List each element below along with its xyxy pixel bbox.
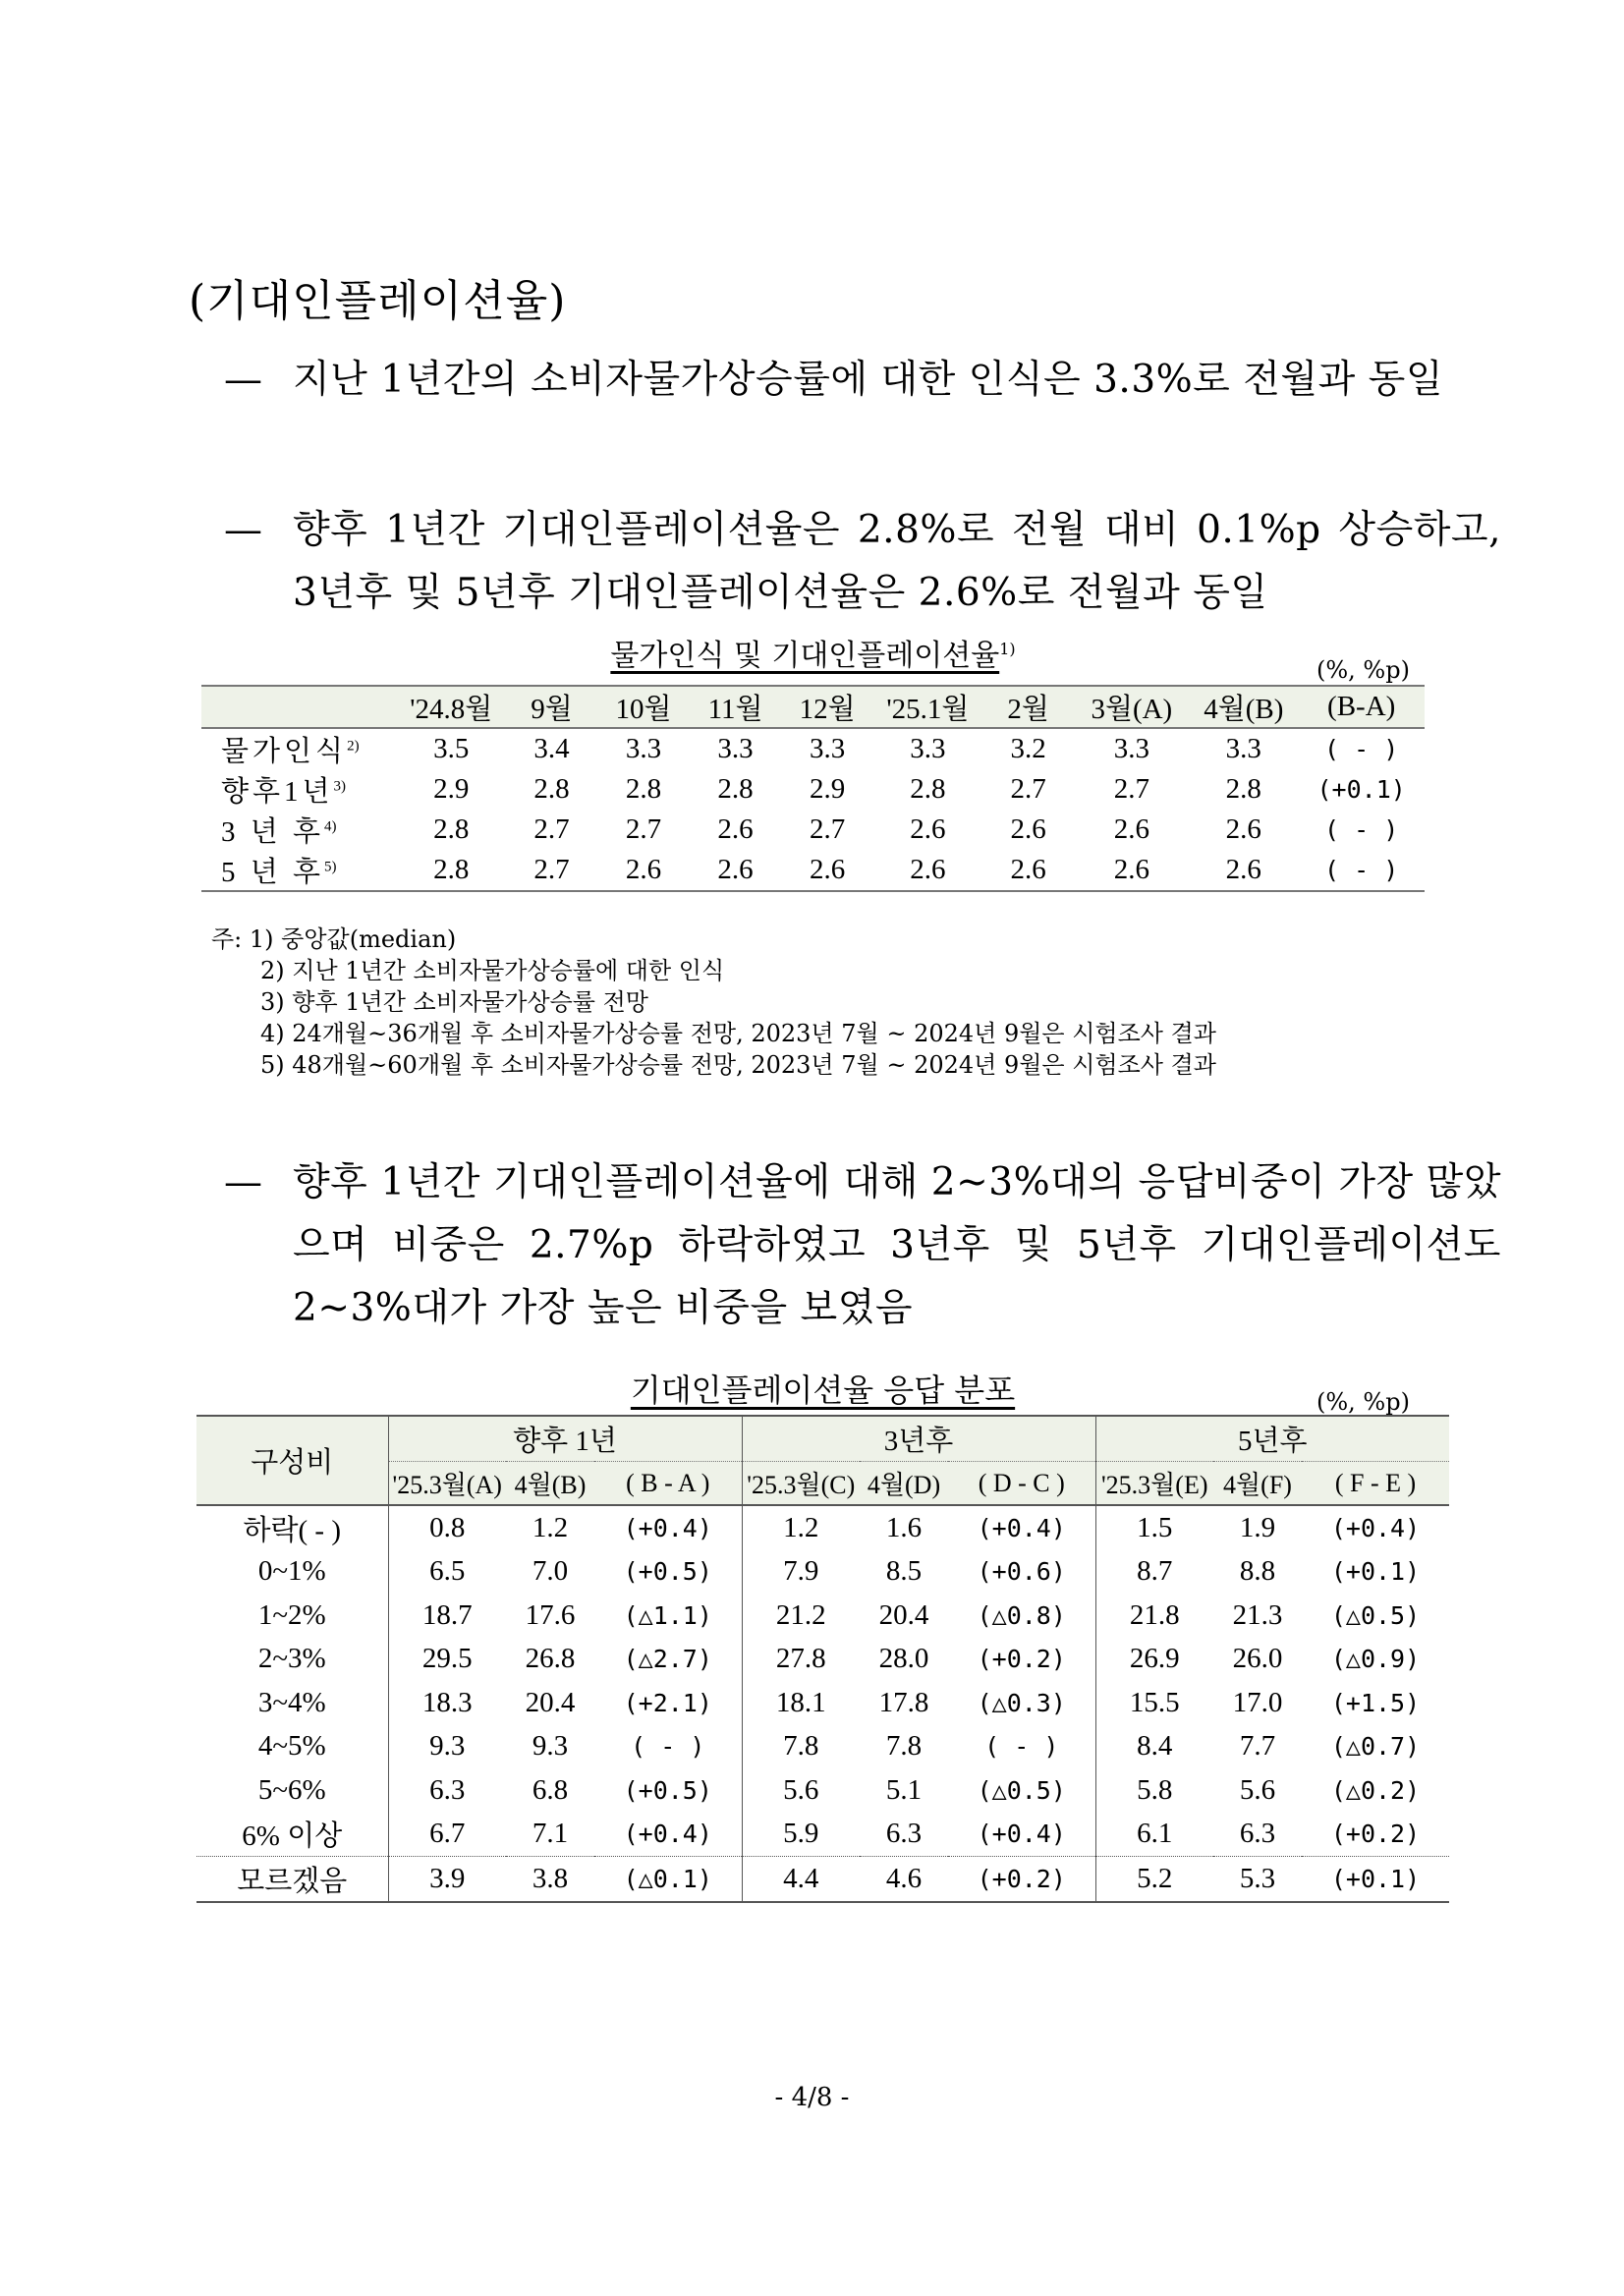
change-cell: ( - ) <box>948 1725 1095 1769</box>
table-cell: 2.6 <box>1113 854 1149 885</box>
table-cell: 2.7 <box>809 813 846 845</box>
change-cell: (+0.5) <box>594 1550 742 1595</box>
table-cell: 6.5 <box>429 1555 466 1588</box>
table-cell: 2.8 <box>1225 773 1261 805</box>
table-cell: 3.5 <box>433 733 470 764</box>
table-cell: 2.6 <box>625 854 662 885</box>
table-row <box>201 810 1425 850</box>
table-cell: 21.3 <box>1232 1598 1283 1631</box>
table-row <box>201 769 1425 810</box>
sub-header: ( B - A ) <box>594 1462 742 1506</box>
table-cell: 1.2 <box>783 1511 819 1543</box>
change-cell: ( - ) <box>1324 735 1399 763</box>
table1-header: 11월 <box>707 694 763 725</box>
table-cell: 7.9 <box>783 1555 819 1588</box>
table-cell: 6.8 <box>532 1773 569 1806</box>
table-cell: 28.0 <box>878 1643 929 1675</box>
table1-title: 물가인식 및 기대인플레이션율$^{1)}$ <box>610 639 1016 673</box>
table-cell: 18.7 <box>421 1598 473 1631</box>
table-cell: 2.7 <box>533 813 570 845</box>
table-cell: 3.3 <box>625 733 662 764</box>
table-cell: 7.8 <box>783 1730 819 1763</box>
table-cell: 0.8 <box>429 1511 466 1543</box>
footnote: 4) 24개월~36개월 후 소비자물가상승률 전망, 2023년 7월 ~ 2024년 9월은 시험조사 결과 <box>260 1020 1216 1047</box>
page-number: - 4/8 - <box>774 2083 850 2112</box>
table-row <box>196 1681 1449 1725</box>
table-cell: 2.6 <box>1010 854 1046 885</box>
table1-footnotes <box>211 924 1216 1081</box>
row-label: 물가인식$^{2)}$ <box>221 736 360 767</box>
change-cell: (△0.3) <box>948 1681 1095 1725</box>
change-cell: (△0.5) <box>1330 1600 1421 1630</box>
table-cell: 2.7 <box>1010 773 1046 805</box>
table-cell: 3.3 <box>717 733 754 764</box>
sub-header: 4월(B) <box>506 1462 594 1506</box>
footnote: 주: 1) 중앙값(median) <box>211 925 457 953</box>
table1-header: 4월(B) <box>1204 694 1284 725</box>
table-row <box>196 1550 1449 1595</box>
footnote: 5) 48개월~60개월 후 소비자물가상승률 전망, 2023년 7월 ~ 2024년 9월은 시험조사 결과 <box>260 1051 1216 1079</box>
bullet-text: 지난 1년간의 소비자물가상승률에 대한 인식은 3.3%로 전월과 동일 <box>293 358 1444 402</box>
sub-header: ( D - C ) <box>948 1462 1095 1506</box>
change-cell: (△1.1) <box>594 1594 742 1638</box>
table2-unit: (%, %p) <box>1316 1388 1410 1416</box>
table-cell: 27.8 <box>775 1643 826 1675</box>
table-cell: 1.2 <box>532 1511 569 1543</box>
table-cell: 20.4 <box>525 1686 576 1718</box>
table2-body <box>196 1505 1449 1902</box>
table1-header: 3월(A) <box>1091 694 1173 725</box>
category-cell: 모르겠음 <box>196 1857 388 1902</box>
table-cell: 4.4 <box>742 1857 860 1902</box>
change-cell: (△0.7) <box>1330 1732 1421 1762</box>
table-cell: 3.3 <box>910 733 946 764</box>
table-cell: 5.1 <box>885 1773 923 1806</box>
table2-title: 기대인플레이션율 응답 분포 <box>630 1372 1016 1409</box>
table-cell: 5.3 <box>1213 1857 1302 1902</box>
table-cell: 5.6 <box>783 1773 819 1806</box>
table-cell: 5.8 <box>1137 1773 1173 1806</box>
table-cell: 2.8 <box>433 813 470 845</box>
change-cell: (+0.1) <box>1316 775 1406 804</box>
table-cell: 2.7 <box>533 854 570 885</box>
table-row <box>196 1857 1449 1902</box>
table1-header: '25.1월 <box>886 694 970 725</box>
change-cell: (△0.8) <box>948 1594 1095 1638</box>
row-label: 3 년 후$^{4)}$ <box>221 816 337 848</box>
change-cell: (+0.6) <box>948 1550 1095 1595</box>
table-cell: 2.6 <box>809 854 846 885</box>
change-cell: (+0.1) <box>1330 1557 1421 1587</box>
table-cell: 6.7 <box>429 1818 466 1850</box>
price-perception-table <box>201 685 1425 892</box>
table-cell: 2.6 <box>717 813 754 845</box>
table-cell: 9.3 <box>532 1730 569 1763</box>
table-row <box>196 1813 1449 1857</box>
table-cell: 5.2 <box>1095 1857 1213 1902</box>
table-cell: 7.1 <box>532 1818 569 1850</box>
table1-header: (B-A) <box>1327 691 1396 722</box>
table-cell: 21.8 <box>1129 1598 1180 1631</box>
category-cell: 0~1% <box>196 1550 388 1595</box>
change-cell: (+0.2) <box>1330 1820 1421 1849</box>
table-cell: 2.8 <box>625 773 662 805</box>
table-cell: 18.1 <box>775 1686 826 1718</box>
bullet-3 <box>224 1151 1501 1340</box>
row-label: 향후1년$^{3)}$ <box>221 776 347 808</box>
table-cell: 17.6 <box>525 1598 576 1631</box>
table-cell: 6.3 <box>1239 1818 1276 1850</box>
table1-header: 9월 <box>531 694 573 725</box>
table-cell: 2.8 <box>717 773 754 805</box>
sub-header: '25.3월(E) <box>1095 1462 1213 1506</box>
table-cell: 3.8 <box>506 1857 594 1902</box>
table-cell: 3.3 <box>1225 733 1261 764</box>
bullet-1 <box>224 349 1501 412</box>
change-cell: (+0.4) <box>1330 1513 1421 1542</box>
sub-header: 4월(F) <box>1213 1462 1302 1506</box>
change-cell: (+1.5) <box>1330 1688 1421 1717</box>
table-row <box>196 1594 1449 1638</box>
footnote: 2) 지난 1년간 소비자물가상승률에 대한 인식 <box>260 957 725 984</box>
table1-header: 2월 <box>1007 694 1049 725</box>
change-cell: ( - ) <box>594 1725 742 1769</box>
table-row <box>201 728 1425 769</box>
group-header: 5년후 <box>1095 1416 1449 1462</box>
table-cell: 2.8 <box>533 773 570 805</box>
table-cell: 3.2 <box>1010 733 1046 764</box>
table-cell: 8.5 <box>885 1555 923 1588</box>
table-cell: 9.3 <box>429 1730 466 1763</box>
table-cell: 5.9 <box>783 1818 819 1850</box>
bullet-dash: — <box>224 508 263 552</box>
table-row <box>196 1725 1449 1769</box>
category-cell: 6% 이상 <box>196 1813 388 1857</box>
table-cell: 3.4 <box>533 733 570 764</box>
table-cell: 6.3 <box>429 1773 466 1806</box>
category-cell: 하락( - ) <box>196 1505 388 1550</box>
table1-header <box>201 686 397 728</box>
table-cell: 2.6 <box>910 813 946 845</box>
table-cell: 2.9 <box>433 773 470 805</box>
table-cell: 8.8 <box>1239 1555 1276 1588</box>
table-cell: 2.8 <box>910 773 946 805</box>
row-label: 5 년 후$^{5)}$ <box>221 857 337 888</box>
table-cell: 2.6 <box>717 854 754 885</box>
table1-header-row <box>201 686 1425 728</box>
table1-header: 10월 <box>615 694 672 725</box>
category-cell: 1~2% <box>196 1594 388 1638</box>
table-cell: 1.9 <box>1239 1511 1276 1543</box>
table-cell: 3.9 <box>388 1857 506 1902</box>
change-cell: (△0.5) <box>948 1768 1095 1813</box>
change-cell: (+0.4) <box>594 1813 742 1857</box>
change-cell: (△0.9) <box>1330 1645 1421 1674</box>
category-cell: 5~6% <box>196 1768 388 1813</box>
table-cell: 17.8 <box>878 1686 929 1718</box>
table-cell: 7.8 <box>885 1730 923 1763</box>
table1-header: '24.8월 <box>410 694 493 725</box>
table1-header: 12월 <box>799 694 856 725</box>
table-cell: 2.6 <box>910 854 946 885</box>
table-cell: 5.6 <box>1239 1773 1276 1806</box>
table-row <box>201 850 1425 891</box>
group-header: 3년후 <box>742 1416 1095 1462</box>
table-row <box>196 1638 1449 1682</box>
table-cell: 2.7 <box>1113 773 1149 805</box>
table-cell: 3.3 <box>809 733 846 764</box>
sub-header: 4월(D) <box>860 1462 948 1506</box>
change-cell: (+0.2) <box>948 1857 1095 1902</box>
bullet-dash: — <box>224 1160 263 1204</box>
bullet-text: 향후 1년간 기대인플레이션율에 대해 2~3%대의 응답비중이 가장 많았으며 비중은 2.7%p 하락하였고 3년후 및 5년후 기대인플레이션도 2~3%대가 가장 높은 비중을 보였음 <box>293 1160 1501 1330</box>
table-cell: 2.6 <box>1225 813 1261 845</box>
table-cell: 1.6 <box>885 1511 923 1543</box>
table-cell: 2.7 <box>625 813 662 845</box>
table1-unit: (%, %p) <box>1316 656 1410 684</box>
expectation-distribution-table <box>196 1415 1449 1903</box>
category-cell: 3~4% <box>196 1681 388 1725</box>
table-cell: 26.8 <box>525 1643 576 1675</box>
table-cell: 2.6 <box>1010 813 1046 845</box>
change-cell: (+0.5) <box>594 1768 742 1813</box>
change-cell: (△2.7) <box>594 1638 742 1682</box>
table-cell: 8.4 <box>1137 1730 1173 1763</box>
change-cell: (△0.1) <box>594 1857 742 1902</box>
table2-corner: 구성비 <box>196 1416 388 1505</box>
table-cell: 20.4 <box>878 1598 929 1631</box>
table-cell: 2.8 <box>433 854 470 885</box>
change-cell: (+0.4) <box>948 1813 1095 1857</box>
change-cell: ( - ) <box>1324 856 1399 884</box>
table-cell: 3.3 <box>1113 733 1149 764</box>
change-cell: (+0.2) <box>948 1638 1095 1682</box>
sub-header: ( F - E ) <box>1302 1462 1449 1506</box>
table2-group-row <box>196 1416 1449 1462</box>
table-cell: 2.6 <box>1113 813 1149 845</box>
category-cell: 2~3% <box>196 1638 388 1682</box>
footnote: 3) 향후 1년간 소비자물가상승률 전망 <box>260 988 648 1016</box>
group-header: 향후 1년 <box>388 1416 742 1462</box>
table-cell: 2.9 <box>809 773 846 805</box>
table-cell: 4.6 <box>860 1857 948 1902</box>
table-cell: 29.5 <box>421 1643 473 1675</box>
table-row <box>196 1768 1449 1813</box>
table-cell: 15.5 <box>1129 1686 1180 1718</box>
change-cell: (+0.1) <box>1302 1857 1449 1902</box>
sub-header: '25.3월(A) <box>388 1462 506 1506</box>
table-cell: 6.3 <box>885 1818 923 1850</box>
bullet-text: 향후 1년간 기대인플레이션율은 2.8%로 전월 대비 0.1%p 상승하고, 3년후 및 5년후 기대인플레이션율은 2.6%로 전월과 동일 <box>293 508 1501 615</box>
table-cell: 2.6 <box>1225 854 1261 885</box>
table-cell: 26.9 <box>1129 1643 1180 1675</box>
table-cell: 18.3 <box>421 1686 473 1718</box>
change-cell: (+2.1) <box>594 1681 742 1725</box>
change-cell: (+0.4) <box>948 1505 1095 1550</box>
table-cell: 21.2 <box>775 1598 826 1631</box>
category-cell: 4~5% <box>196 1725 388 1769</box>
sub-header: '25.3월(C) <box>742 1462 860 1506</box>
bullet-2 <box>224 499 1501 625</box>
change-cell: (+0.4) <box>594 1505 742 1550</box>
table-cell: 6.1 <box>1137 1818 1173 1850</box>
table-cell: 26.0 <box>1232 1643 1283 1675</box>
section-heading: (기대인플레이션율) <box>189 276 567 326</box>
change-cell: ( - ) <box>1324 815 1399 844</box>
table-cell: 7.0 <box>532 1555 569 1588</box>
table-row <box>196 1505 1449 1550</box>
table-cell: 8.7 <box>1137 1555 1173 1588</box>
table-cell: 7.7 <box>1239 1730 1276 1763</box>
table-cell: 1.5 <box>1137 1511 1173 1543</box>
table-cell: 17.0 <box>1232 1686 1283 1718</box>
change-cell: (△0.2) <box>1330 1775 1421 1805</box>
bullet-dash: — <box>224 358 263 402</box>
